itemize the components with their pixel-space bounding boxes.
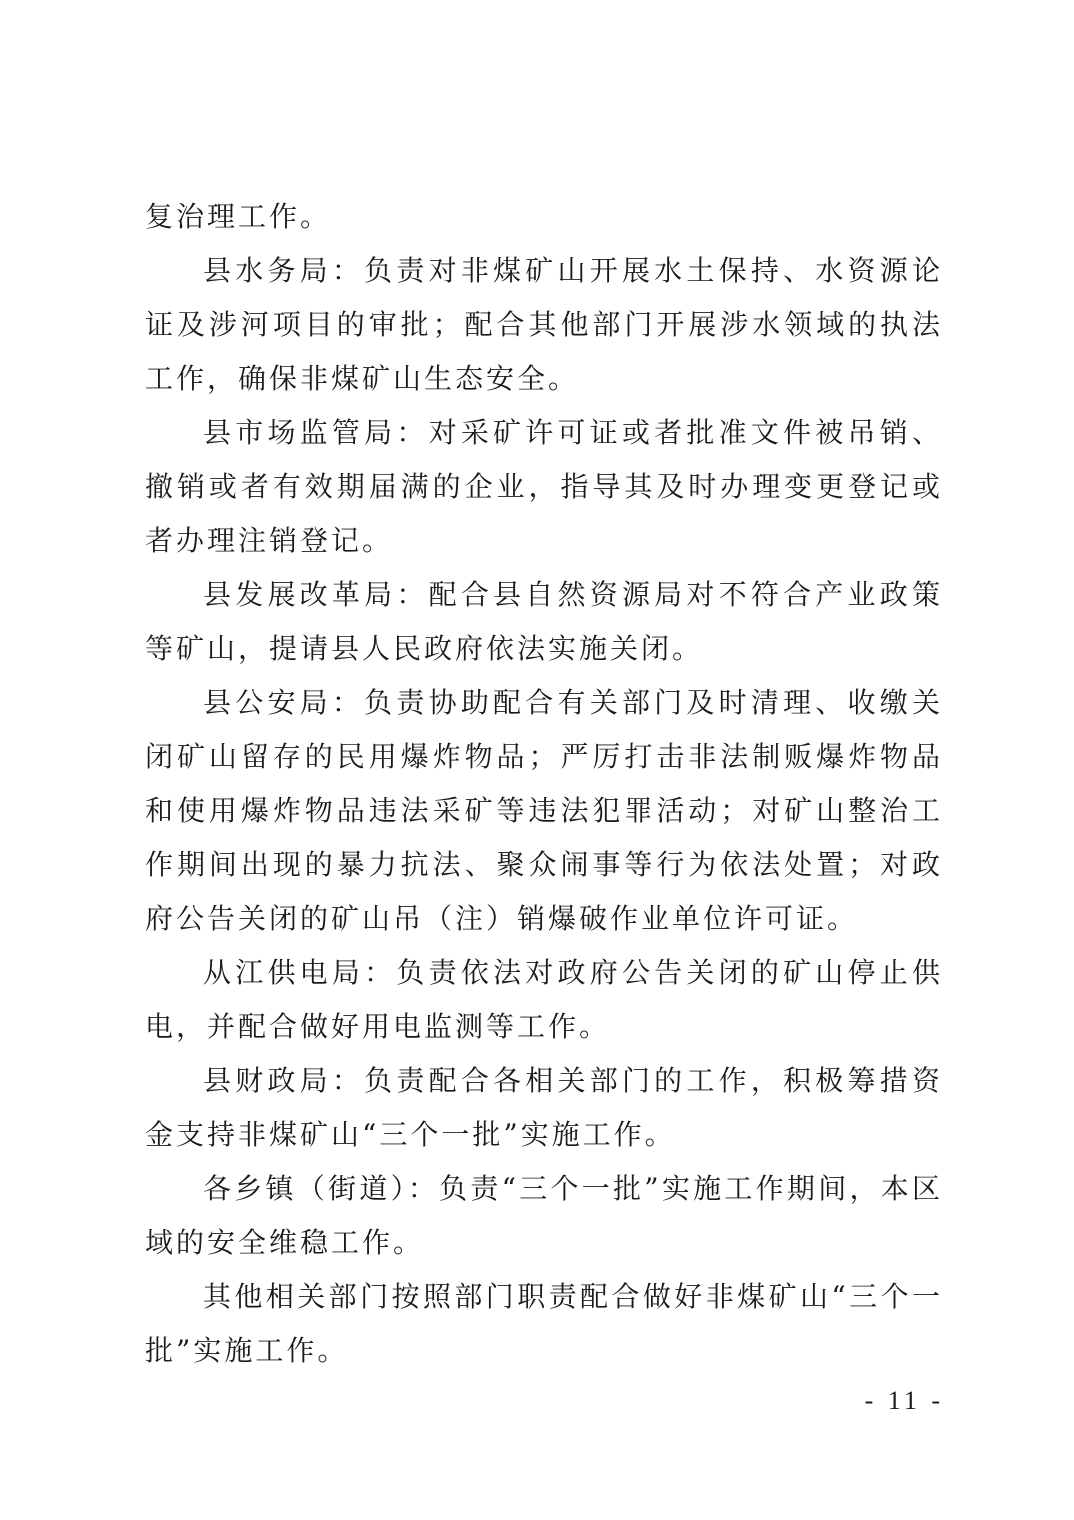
paragraph-finance-bureau: 县财政局：负责配合各相关部门的工作，积极筹措资金支持非煤矿山“三个一批”实施工作。 bbox=[145, 1064, 943, 1151]
paragraph-townships: 各乡镇（街道）：负责“三个一批”实施工作期间，本区域的安全维稳工作。 bbox=[145, 1172, 943, 1259]
paragraph-water-bureau: 县水务局：负责对非煤矿山开展水土保持、水资源论证及涉河项目的审批；配合其他部门开展涉水领域的执法工作，确保非煤矿山生态安全。 bbox=[145, 254, 943, 395]
paragraph-development-reform: 县发展改革局：配合县自然资源局对不符合产业政策等矿山，提请县人民政府依法实施关闭。 bbox=[145, 578, 943, 665]
paragraph-other-departments: 其他相关部门按照部门职责配合做好非煤矿山“三个一批”实施工作。 bbox=[145, 1280, 943, 1367]
page-number: - 11 - bbox=[864, 1386, 944, 1415]
document-body bbox=[145, 190, 943, 1378]
paragraph-continuation: 复治理工作。 bbox=[145, 200, 332, 233]
paragraph-public-security: 县公安局：负责协助配合有关部门及时清理、收缴关闭矿山留存的民用爆炸物品；严厉打击非法制贩爆炸物品和使用爆炸物品违法采矿等违法犯罪活动；对矿山整治工作期间出现的暴力抗法、聚众闹事等行为依法处置；对政府公告关闭的矿山吊（注）销爆破作业单位许可证。 bbox=[145, 686, 943, 935]
paragraph-power-supply: 从江供电局：负责依法对政府公告关闭的矿山停止供电，并配合做好用电监测等工作。 bbox=[145, 956, 943, 1043]
paragraph-market-supervision: 县市场监管局：对采矿许可证或者批准文件被吊销、撤销或者有效期届满的企业，指导其及时办理变更登记或者办理注销登记。 bbox=[145, 416, 943, 557]
